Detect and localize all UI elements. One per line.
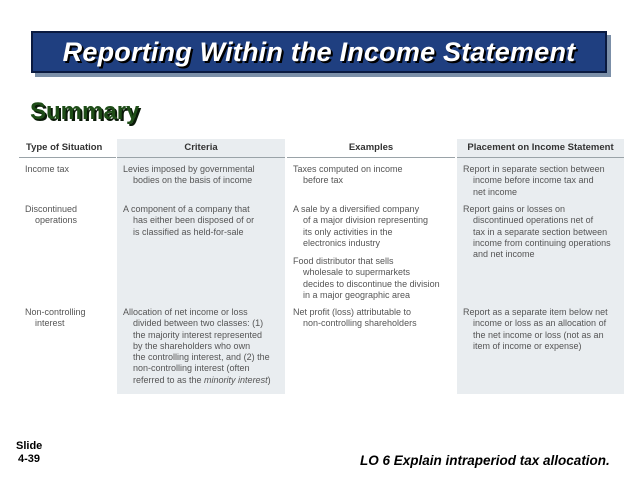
row1-placement-line: Report in separate section between — [463, 164, 605, 174]
row2-placement-line: discontinued operations net of — [473, 215, 594, 226]
header-type: Type of Situation — [19, 139, 116, 158]
title-banner — [31, 31, 607, 73]
row3-criteria-close: ) — [267, 374, 271, 385]
row2-examples — [293, 204, 451, 249]
row1-examples — [293, 164, 451, 187]
row3-type-line: Non-controlling — [25, 307, 86, 317]
row2-type-line: operations — [35, 215, 78, 226]
column-criteria — [117, 139, 285, 394]
row3-criteria-line — [123, 375, 281, 386]
row3-placement-line: income or loss as an allocation of — [473, 318, 607, 329]
row3-criteria-line: non-controlling interest (often — [133, 363, 250, 374]
row2-examples2-line: decides to discontinue the division — [303, 278, 440, 289]
header-examples: Examples — [287, 139, 455, 158]
row2-examples2-line: in a major geographic area — [303, 289, 411, 300]
row3-criteria-line: by the shareholders who own — [133, 340, 251, 351]
slide-title: Reporting Within the Income Statement — [62, 36, 576, 67]
row2-criteria-line: A component of a company that — [123, 204, 250, 214]
row1-examples-line: before tax — [303, 175, 344, 186]
row3-placement-line: the net income or loss (not as an — [473, 329, 604, 340]
row2-criteria — [123, 204, 281, 238]
row3-criteria-line: Allocation of net income or loss — [123, 307, 248, 317]
column-type — [19, 139, 116, 394]
row3-type — [25, 307, 112, 330]
row3-criteria — [123, 307, 281, 386]
header-placement: Placement on Income Statement — [457, 139, 624, 158]
header-criteria: Criteria — [117, 139, 285, 158]
row3-criteria-emphasis: minority interest — [204, 374, 268, 385]
row1-criteria-line: Levies imposed by governmental — [123, 164, 255, 174]
row1-placement — [463, 164, 620, 198]
slide-label-text: Slide — [16, 440, 43, 452]
row1-criteria-line: bodies on the basis of income — [133, 175, 253, 186]
summary-heading: Summary — [30, 98, 140, 125]
row3-examples-line: non-controlling shareholders — [303, 318, 417, 329]
row2-criteria-line: has either been disposed of or — [133, 215, 255, 226]
learning-objective: LO 6 Explain intraperiod tax allocation. — [360, 453, 610, 468]
column-placement — [457, 139, 624, 394]
row2-type-line: Discontinued — [25, 204, 78, 214]
row2-examples2-line: wholesale to supermarkets — [303, 267, 411, 278]
row2-placement-line: tax in a separate section between — [473, 226, 608, 237]
row2-placement-line: and net income — [473, 249, 535, 260]
slide-number — [16, 440, 42, 466]
row3-criteria-line: divided between two classes: (1) — [133, 318, 264, 329]
row1-criteria — [123, 164, 281, 187]
slide-number-text: 4-39 — [18, 453, 41, 465]
row3-examples-line: Net profit (loss) attributable to — [293, 307, 412, 317]
row2-examples-line: of a major division representing — [303, 215, 429, 226]
row1-placement-line: income before income tax and — [473, 175, 594, 186]
row2-criteria-line: is classified as held-for-sale — [133, 226, 244, 237]
row2-examples2-line: Food distributor that sells — [293, 256, 394, 266]
row1-examples-line: Taxes computed on income — [293, 164, 403, 174]
row3-type-line: interest — [35, 318, 65, 329]
row2-examples-line: electronics industry — [303, 237, 381, 248]
row2-examples-second — [293, 256, 451, 301]
row1-placement-line: net income — [473, 186, 518, 197]
row1-type-line: Income tax — [25, 164, 70, 174]
row3-criteria-text: referred to as the — [133, 374, 205, 385]
row2-examples-line: its only activities in the — [303, 226, 393, 237]
row2-type — [25, 204, 112, 227]
column-examples — [287, 139, 455, 394]
row2-placement — [463, 204, 620, 260]
row3-criteria-line: the controlling interest, and (2) the — [133, 352, 270, 363]
row2-placement-line: Report gains or losses on — [463, 204, 566, 214]
row3-placement-line: item of income or expense) — [473, 340, 582, 351]
row3-placement-line: Report as a separate item below net — [463, 307, 608, 317]
row3-placement — [463, 307, 620, 352]
row3-examples — [293, 307, 451, 330]
row3-criteria-line: the majority interest represented — [133, 329, 263, 340]
row2-placement-line: income from continuing operations — [473, 237, 611, 248]
row1-type — [25, 164, 112, 175]
row2-examples-line: A sale by a diversified company — [293, 204, 420, 214]
summary-table — [19, 139, 624, 394]
